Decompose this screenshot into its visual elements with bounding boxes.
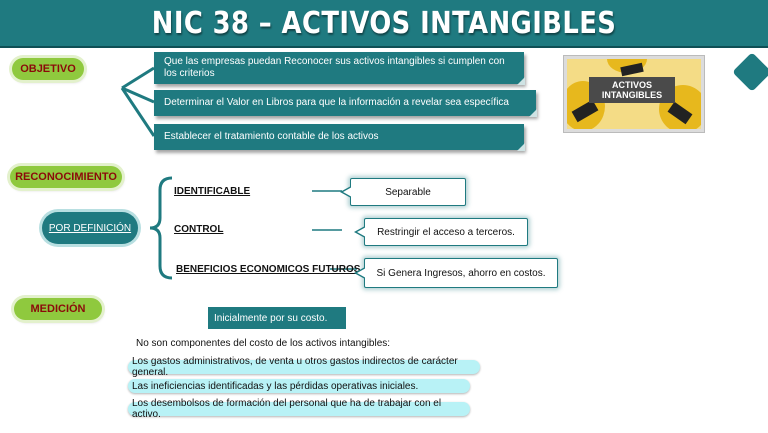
objetivo-box-1 (154, 52, 524, 84)
callout-separable (350, 178, 466, 206)
activos-intangibles-thumbnail (564, 56, 704, 132)
no-componentes-intro: No son componentes del costo de los activos intangibles: (136, 338, 391, 349)
definicion-brace (150, 178, 172, 278)
medicion-inicial-text: Inicialmente por su costo. (214, 312, 328, 324)
no-componente-1 (128, 356, 480, 378)
reconocimiento-label: RECONOCIMIENTO (10, 166, 122, 188)
callout-restringir-text: Restringir el acceso a terceros. (377, 226, 515, 238)
objetivo-label: OBJETIVO (12, 58, 84, 80)
page-title: NIC 38 – ACTIVOS INTANGIBLES (151, 5, 617, 41)
criterio-control: CONTROL (174, 224, 224, 235)
no-componente-3 (128, 398, 470, 420)
callout-separable-text: Separable (385, 186, 431, 198)
objetivo-box-3 (154, 124, 524, 150)
objetivo-text-2: Determinar el Valor en Libros para que la información a revelar sea específica (164, 97, 509, 108)
criterio-identificable: IDENTIFICABLE (174, 186, 251, 197)
callout-ingresos (364, 258, 558, 288)
thumbnail-banner (589, 77, 675, 103)
no-componente-2 (128, 379, 470, 393)
no-componente-text-2: Las ineficiencias identificadas y las pérdidas operativas iniciales. (132, 380, 419, 392)
objetivo-text-1: Que las empresas puedan Reconocer sus activos intangibles si cumplen con los criterios (164, 56, 505, 79)
objetivo-box-2 (154, 90, 536, 116)
title-bar (0, 0, 768, 48)
diamond-decoration-icon (732, 52, 768, 92)
objetivo-connector-3 (122, 88, 154, 136)
objetivo-text-3: Establecer el tratamiento contable de los activos (164, 131, 379, 142)
no-componente-text-3: Los desembolsos de formación del personal que ha de trabajar con el activo. (132, 398, 442, 420)
objetivo-connector-2 (122, 88, 154, 102)
no-componente-text-1: Los gastos administrativos, de venta u otros gastos indirectos de carácter general. (132, 356, 458, 378)
por-definicion-label: POR DEFINICIÓN (48, 222, 132, 234)
callout-restringir (364, 218, 528, 246)
medicion-inicial-box (208, 307, 346, 329)
objetivo-connector-1 (122, 68, 154, 88)
medicion-label: MEDICIÓN (14, 298, 102, 320)
callout-ingresos-text: Si Genera Ingresos, ahorro en costos. (376, 267, 546, 279)
por-definicion-node (42, 212, 138, 244)
criterio-beneficios: BENEFICIOS ECONOMICOS FUTUROS (176, 264, 361, 275)
thumbnail-text: ACTIVOS INTANGIBLES (601, 80, 663, 100)
